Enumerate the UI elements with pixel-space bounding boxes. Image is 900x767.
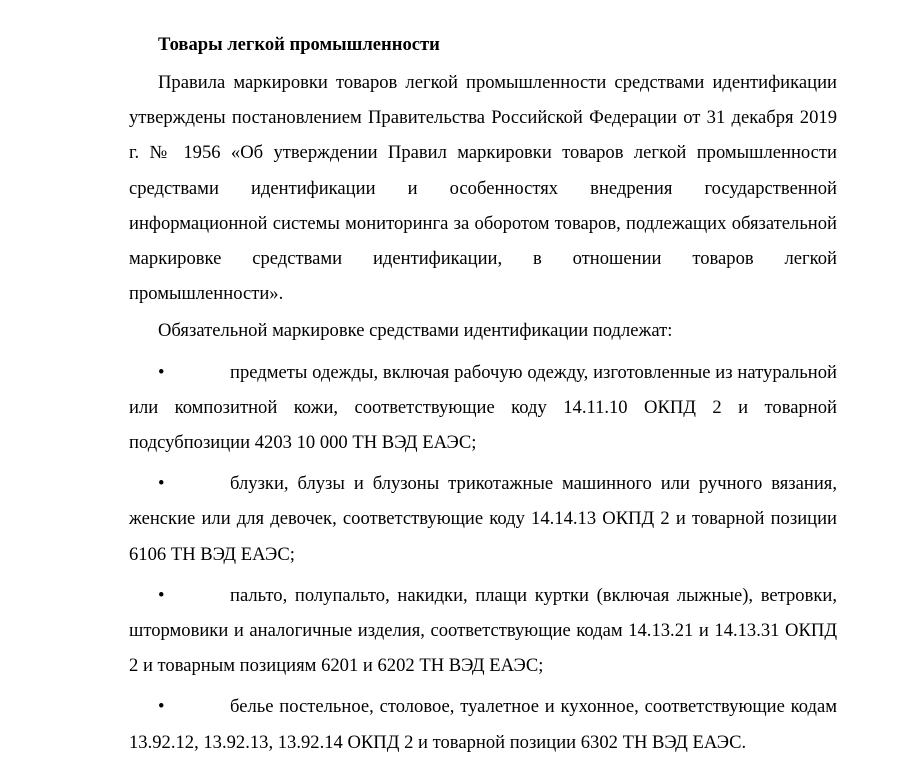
bullet-marker: • bbox=[158, 473, 165, 495]
list-intro-paragraph: Обязательной маркировке средствами идентификации подлежат: bbox=[158, 320, 673, 342]
bullet-marker: • bbox=[158, 584, 165, 606]
bullet-marker: • bbox=[158, 696, 165, 718]
list-item-text: блузки, блузы и блузоны трикотажные машинного или ручного вязания, женские или для девочек, соответствующие коду 14.14.13 ОКПД 2 и товарной позиции 6106 ТН ВЭД ЕАЭС; bbox=[129, 473, 837, 565]
list-item-text: белье постельное, столовое, туалетное и кухонное, соответствующие кодам 13.92.12, 13.92.13, 13.92.14 ОКПД 2 и товарной позиции 6302 ТН ВЭД ЕАЭС. bbox=[129, 696, 837, 753]
bullet-marker: • bbox=[158, 361, 165, 383]
list-item-coats bbox=[129, 578, 837, 684]
list-item-blouses bbox=[129, 466, 837, 572]
list-item-text: предметы одежды, включая рабочую одежду, изготовленные из натуральной или композитной кожи, соответствующие коду 14.11.10 ОКПД 2 и товарной подсубпозиции 4203 10 000 ТН ВЭД ЕАЭС; bbox=[129, 361, 837, 454]
document-body bbox=[129, 33, 837, 760]
list-item-linen bbox=[129, 689, 837, 759]
list-item-leather-clothing bbox=[129, 355, 837, 461]
rules-paragraph: Правила маркировки товаров легкой промышленности средствами идентификации утверждены постановлением Правительства Российской Федерации от 31 декабря 2019 г. № 1956 «Об утверждении Правил маркировки товаров легкой промышленности средствами идентификации и особенностях внедрения государственной информационной системы мониторинга за оборотом товаров, подлежащих обязательной маркировке средствами идентификации, в отношении товаров легкой промышленности». bbox=[129, 72, 837, 305]
list-item-text: пальто, полупальто, накидки, плащи куртки (включая лыжные), ветровки, штормовики и аналогичные изделия, соответствующие кодам 14.13.21 и 14.13.31 ОКПД 2 и товарным позициям 6201 и 6202 ТН ВЭД ЕАЭС; bbox=[129, 584, 837, 677]
section-heading: Товары легкой промышленности bbox=[158, 34, 440, 55]
